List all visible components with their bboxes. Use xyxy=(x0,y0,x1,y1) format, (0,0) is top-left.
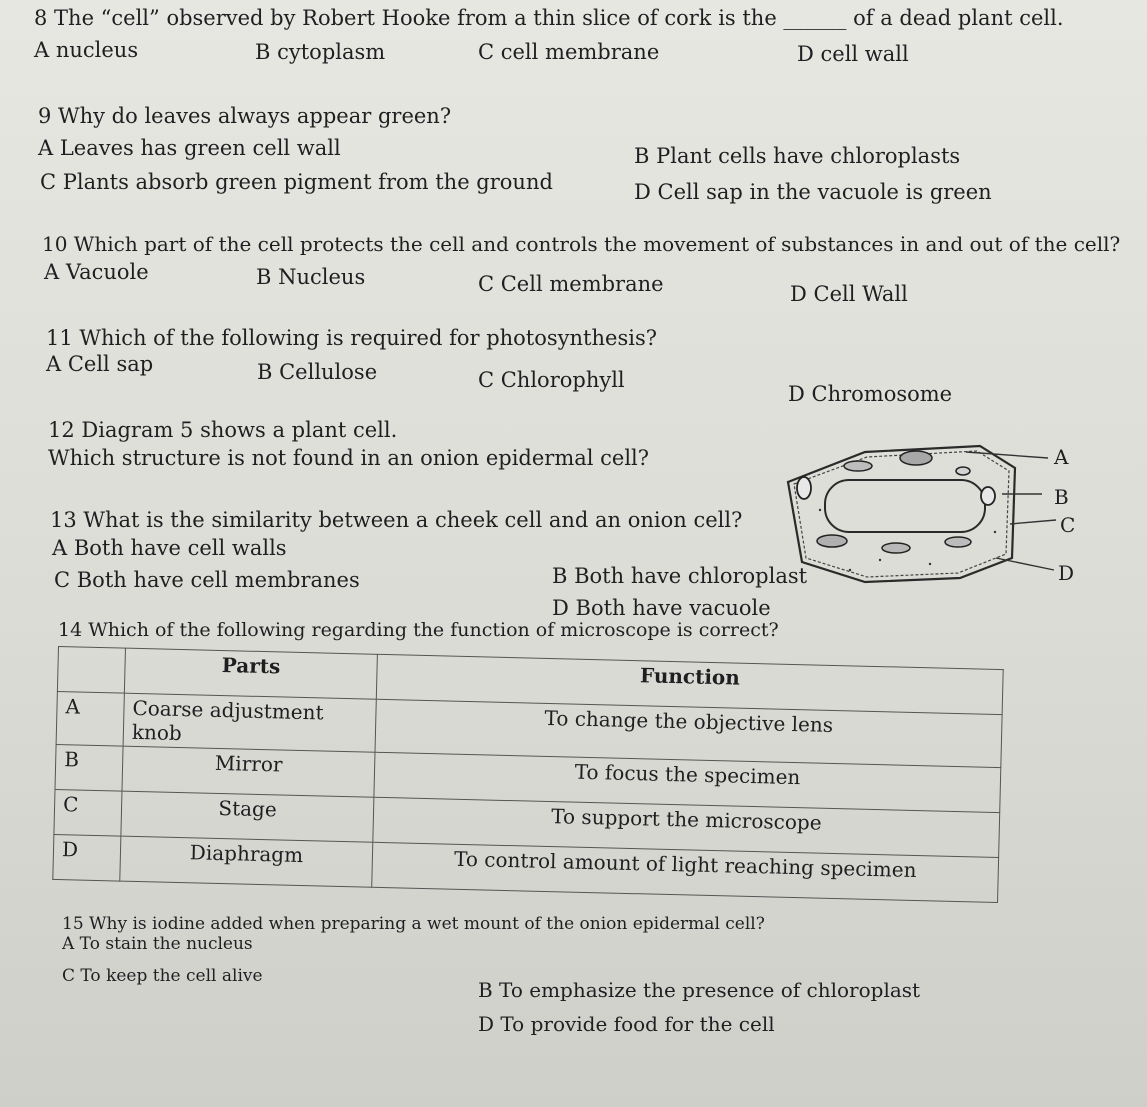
q12-line1: 12 Diagram 5 shows a plant cell. xyxy=(48,418,398,442)
q10-stem: 10 Which part of the cell protects the cell and controls the movement of substances in and out of the cell? xyxy=(42,232,1121,256)
q13-option-b: B Both have chloroplast xyxy=(552,564,808,588)
q11-option-d: D Chromosome xyxy=(788,382,953,406)
plant-cell-drawing xyxy=(770,440,1100,620)
q8-option-a: A nucleus xyxy=(34,38,139,62)
table-header-parts: Parts xyxy=(124,648,377,699)
nucleus-inner xyxy=(981,487,995,505)
microscope-table xyxy=(52,646,1003,903)
q13-option-d: D Both have vacuole xyxy=(552,596,771,620)
row-function: To support the microscope xyxy=(373,797,1000,857)
nucleus xyxy=(797,477,811,499)
row-part: Stage xyxy=(121,791,374,842)
row-function: To change the objective lens xyxy=(375,699,1002,767)
diagram-label-a: A xyxy=(1054,445,1069,469)
row-part: Mirror xyxy=(122,746,375,797)
q11-option-a: A Cell sap xyxy=(46,352,154,376)
chloroplast xyxy=(882,543,910,553)
q10-option-b: B Nucleus xyxy=(256,265,366,289)
row-part: Diaphragm xyxy=(120,836,373,887)
q11-option-b: B Cellulose xyxy=(257,360,378,384)
q15-option-d: D To provide food for the cell xyxy=(478,1012,775,1036)
q13-option-c: C Both have cell membranes xyxy=(54,568,360,592)
chloroplast xyxy=(945,537,971,547)
q9-stem: 9 Why do leaves always appear green? xyxy=(38,104,452,128)
chloroplast xyxy=(900,451,932,465)
row-part: Coarse adjustment knob xyxy=(123,693,376,752)
q11-option-c: C Chlorophyll xyxy=(478,368,625,392)
q15-option-c: C To keep the cell alive xyxy=(62,966,263,986)
diagram-label-d: D xyxy=(1058,561,1075,585)
q8-option-c: C cell membrane xyxy=(478,40,660,64)
q9-option-b: B Plant cells have chloroplasts xyxy=(634,144,961,168)
chloroplast xyxy=(956,467,970,475)
q10-option-a: A Vacuole xyxy=(44,260,149,284)
q9-option-c: C Plants absorb green pigment from the ground xyxy=(40,170,553,194)
q11-stem: 11 Which of the following is required for photosynthesis? xyxy=(46,326,657,350)
chloroplast xyxy=(844,461,872,471)
q15-option-b: B To emphasize the presence of chloroplast xyxy=(478,978,921,1002)
q10-option-c: C Cell membrane xyxy=(478,272,664,296)
table-header-blank xyxy=(57,647,125,694)
row-letter: B xyxy=(55,744,123,791)
diagram-label-b: B xyxy=(1054,485,1069,509)
q15-stem: 15 Why is iodine added when preparing a wet mount of the onion epidermal cell? xyxy=(62,914,765,934)
table-header-function: Function xyxy=(376,654,1003,714)
row-function: To control amount of light reaching specimen xyxy=(372,842,999,902)
cell-wall xyxy=(788,446,1015,582)
q10-option-d: D Cell Wall xyxy=(790,282,908,306)
diagram-label-c: C xyxy=(1060,513,1076,537)
row-letter: A xyxy=(56,691,124,746)
row-letter: C xyxy=(54,789,122,836)
vacuole xyxy=(825,480,985,532)
row-function: To focus the specimen xyxy=(374,752,1001,812)
q14-stem: 14 Which of the following regarding the function of microscope is correct? xyxy=(58,619,779,641)
q9-option-a: A Leaves has green cell wall xyxy=(38,136,341,160)
q8-stem: 8 The “cell” observed by Robert Hooke from a thin slice of cork is the ______ of a dead plant cell. xyxy=(34,6,1064,30)
q9-option-d: D Cell sap in the vacuole is green xyxy=(634,180,992,204)
q15-option-a: A To stain the nucleus xyxy=(62,934,253,954)
q8-option-b: B cytoplasm xyxy=(255,40,386,64)
row-letter: D xyxy=(53,834,121,881)
plant-cell-diagram xyxy=(770,440,1100,620)
q13-option-a: A Both have cell walls xyxy=(52,536,287,560)
q8-option-d: D cell wall xyxy=(797,42,909,66)
chloroplast xyxy=(817,535,847,547)
q13-stem: 13 What is the similarity between a cheek cell and an onion cell? xyxy=(50,508,743,532)
q12-line2: Which structure is not found in an onion epidermal cell? xyxy=(48,446,650,470)
